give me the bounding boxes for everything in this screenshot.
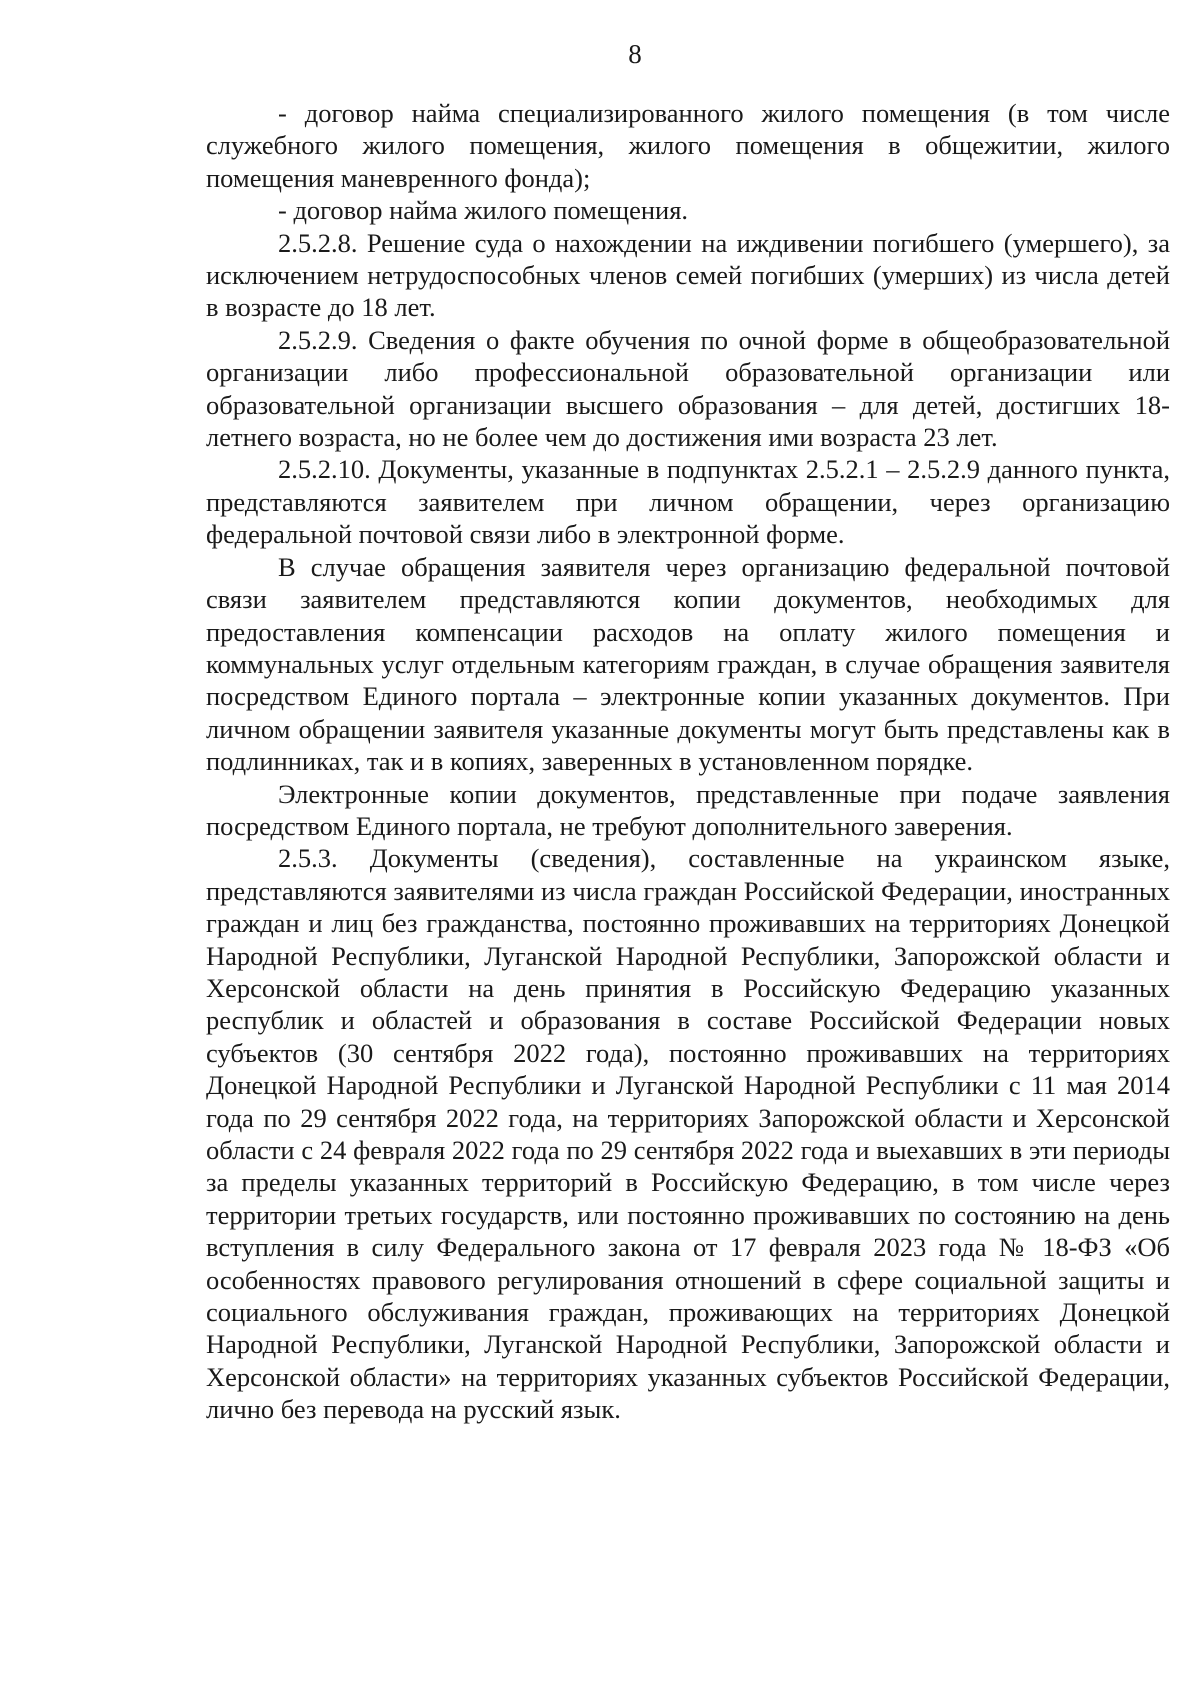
- page-number: 8: [628, 39, 642, 69]
- paragraph-2-5-2-8: 2.5.2.8. Решение суда о нахождении на иждивении погибшего (умершего), за исключением нетрудоспособных членов семей погибших (умерших) из числа детей в возрасте до 18 лет.: [206, 227, 1170, 323]
- paragraph-2-5-2-10: 2.5.2.10. Документы, указанные в подпунктах 2.5.2.1 – 2.5.2.9 данного пункта, представляются заявителем при личном обращении, через организацию федеральной почтовой связи либо в электронной форме.: [206, 454, 1170, 550]
- paragraph-contract-housing: - договор найма жилого помещения.: [278, 195, 689, 226]
- paragraph-electronic-copies: Электронные копии документов, представленные при подаче заявления посредством Единого портала, не требуют дополнительного заверения.: [206, 778, 1170, 841]
- paragraph-contract-specialized-housing: - договор найма специализированного жилого помещения (в том числе служебного жилого помещения, жилого помещения в общежитии, жилого помещения маневренного фонда);: [206, 98, 1170, 193]
- paragraph-postal-submission: В случае обращения заявителя через организацию федеральной почтовой связи заявителем представляются копии документов, необходимых для предоставления компенсации расходов на оплату жилого помещения и коммунальных услуг отдельным категориям граждан, в случае обращения заявителя посредством Единого портала – электронные копии указанных документов. При личном обращении заявителя указанные документы могут быть представлены как в подлинниках, так и в копиях, заверенных в установленном порядке.: [206, 551, 1170, 777]
- body-text: [206, 97, 1170, 1426]
- paragraph-2-5-2-9: 2.5.2.9. Сведения о факте обучения по очной форме в общеобразовательной организации либо профессиональной образовательной организации или образовательной организации высшего образования – для детей, достигших 18-летнего возраста, но не более чем до достижения ими возраста 23 лет.: [206, 324, 1170, 453]
- paragraph-2-5-3: 2.5.3. Документы (сведения), составленные на украинском языке, представляются заявителями из числа граждан Российской Федерации, иностранных граждан и лиц без гражданства, постоянно проживавших на территориях Донецкой Народной Республики, Луганской Народной Республики, Запорожской области и Херсонской области на день принятия в Российскую Федерацию указанных республик и областей и образования в составе Российской Федерации новых субъектов (30 сентября 2022 года), постоянно проживавших на территориях Донецкой Народной Республики и Луганской Народной Республики с 11 мая 2014 года по 29 сентября 2022 года, на территориях Запорожской области и Херсонской области с 24 февраля 2022 года по 29 сентября 2022 года и выехавших в эти периоды за пределы указанных территорий в Российскую Федерацию, в том числе через территории третьих государств, или постоянно проживавших по состоянию на день вступления в силу Федерального закона от 17 февраля 2023 года № 18-ФЗ «Об особенностях правового регулирования отношений в сфере социальной защиты и социального обслуживания граждан, проживающих на территориях Донецкой Народной Республики, Луганской Народной Республики, Запорожской области и Херсонской области» на территориях указанных субъектов Российской Федерации, лично без перевода на русский язык.: [206, 843, 1170, 1425]
